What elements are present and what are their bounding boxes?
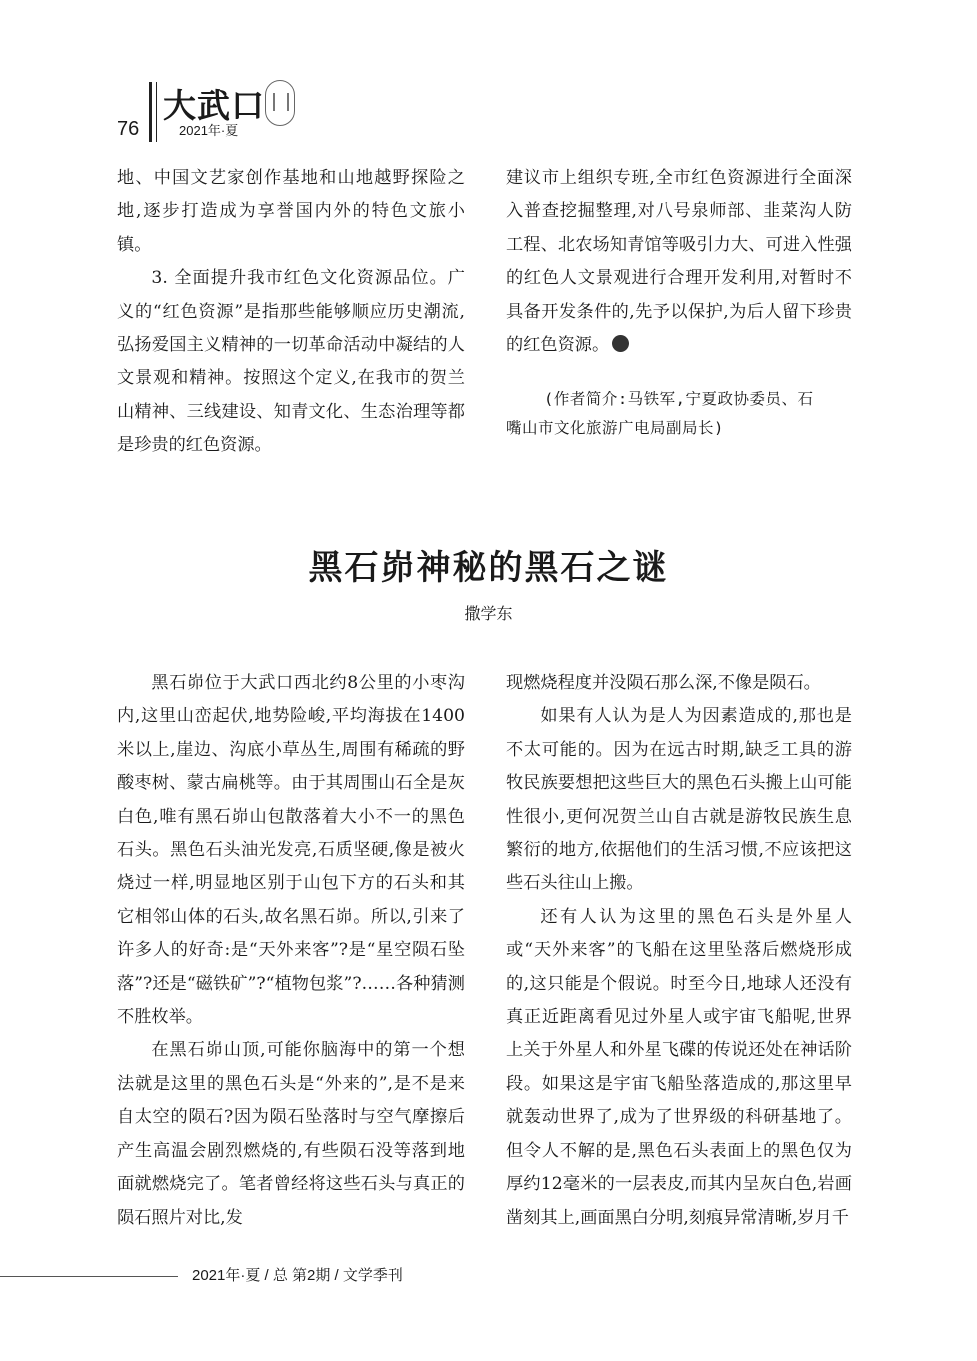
column-1	[117, 162, 465, 463]
footer-rule	[0, 1276, 178, 1277]
column-4	[506, 667, 852, 1235]
paragraph: 如果有人认为是人为因素造成的,那也是不太可能的。因为在远古时期,缺乏工具的游牧民族要想把这些巨大的黑色石头搬上山可能性很小,更何况贺兰山自古就是游牧民族生息繁衍的地方,依据他们的生活习惯,不应该把这些石头往山上搬。	[506, 706, 852, 894]
header-divider-thin	[156, 82, 157, 142]
paragraph: 3. 全面提升我市红色文化资源品位。广义的“红色资源”是指那些能够顺应历史潮流,弘扬爱国主义精神的一切革命活动中凝结的人文景观和精神。按照这个定义,在我市的贺兰山精神、三线建设、知青文化、生态治理等都是珍贵的红色资源。	[117, 268, 465, 456]
magazine-title: 大武口	[163, 86, 265, 125]
author-note-line: (作者简介:马铁军,宁夏政协委员、石	[544, 390, 814, 408]
paragraph-text: 建议市上组织专班,全市红色资源进行全面深入普查挖掘整理,对八号泉师部、韭菜沟人防工程、北农场知青馆等吸引力大、可进入性强的红色人文景观进行合理开发利用,对暂时不具备开发条件的,先予以保护,为后人留下珍贵的红色资源。	[506, 168, 852, 356]
page-footer: 2021年·夏 / 总 第2期 / 文学季刊	[192, 1267, 403, 1284]
article-title: 黑石峁神秘的黑石之谜	[308, 548, 669, 588]
paragraph: 在黑石峁山顶,可能你脑海中的第一个想法就是这里的黑色石头是“外来的”,是不是来自太空的陨石?因为陨石坠落时与空气摩擦后产生高温会剧烈燃烧的,有些陨石没等落到地面就燃烧完了。笔者曾经将这些石头与真正的陨石照片对比,发	[117, 1040, 465, 1228]
issue-date: 2021年·夏	[179, 123, 239, 138]
article-author: 撒学东	[464, 606, 513, 623]
author-note	[506, 385, 852, 443]
page-number: 76	[117, 118, 140, 140]
end-mark-icon	[612, 335, 629, 352]
paragraph: 黑石峁位于大武口西北约8公里的小枣沟内,这里山峦起伏,地势险峻,平均海拔在1400米以上,崖边、沟底小草丛生,周围有稀疏的野酸枣树、蒙古扁桃等。由于其周围山石全是灰白色,唯有黑石峁山包散落着大小不一的黑色石头。黑色石头油光发亮,石质坚硬,像是被火烧过一样,明显地区别于山包下方的石头和其它相邻山体的石头,故名黑石峁。所以,引来了许多人的好奇:是“天外来客”?是“星空陨石坠落”?还是“磁铁矿”?“植物包浆”?……各种猜测不胜枚举。	[117, 673, 465, 1028]
seal-icon	[265, 80, 295, 126]
column-3	[117, 667, 465, 1235]
paragraph	[506, 162, 852, 362]
paragraph: 地、中国文艺家创作基地和山地越野探险之地,逐步打造成为享誉国内外的特色文旅小镇。	[117, 168, 465, 255]
paragraph: 现燃烧程度并没陨石那么深,不像是陨石。	[506, 673, 821, 693]
paragraph: 还有人认为这里的黑色石头是外星人或“天外来客”的飞船在这里坠落后燃烧形成的,这只能是个假说。时至今日,地球人还没有真正近距离看见过外星人或宇宙飞船呢,世界上关于外星人和外星飞碟的传说还处在神话阶段。如果这是宇宙飞船坠落造成的,那这里早就轰动世界了,成为了世界级的科研基地了。但令人不解的是,黑色石头表面上的黑色仅为厚约12毫米的一层表皮,而其内呈灰白色,岩画凿刻其上,画面黑白分明,刻痕异常清晰,岁月千	[506, 906, 852, 1228]
author-note-line: 嘴山市文化旅游广电局副局长)	[506, 419, 724, 437]
header-divider	[149, 82, 152, 142]
column-2	[506, 162, 852, 362]
